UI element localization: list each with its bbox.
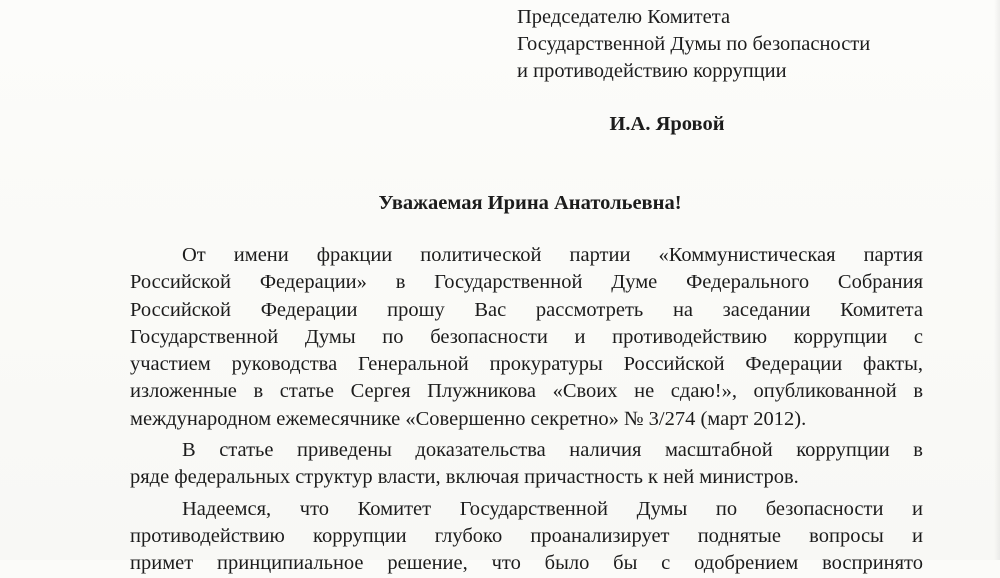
paragraph (130, 242, 923, 433)
recipient-name: И.А. Яровой (609, 113, 725, 135)
text-line: примет принципиальное решение, что было бы с одобрением воспринято (130, 552, 923, 575)
text-line: От имени фракции политической партии «Коммунистическая партия (182, 244, 923, 266)
text-line: ряде федеральных структур власти, включая причастность к ней министров. (130, 466, 799, 489)
text-line: В статье приведены доказательства наличия масштабной коррупции в (182, 439, 923, 462)
addressee-line: Председателю Комитета (517, 6, 731, 28)
addressee-block (517, 4, 957, 85)
text-line: Государственной Думы по безопасности и противодействию коррупции с (130, 325, 923, 348)
text-line: Российской Федерации прошу Вас рассмотреть на заседании Комитета (130, 298, 923, 321)
paragraph (130, 437, 923, 492)
text-line: международном ежемесячнике «Совершенно секретно» № 3/274 (март 2012). (130, 407, 807, 430)
scan-edge-shadow (994, 0, 1000, 560)
text-line: изложенные в статье Сергея Плужникова «Своих не сдаю!», опубликованной в (130, 380, 923, 403)
salutation: Уважаемая Ирина Анатольевна! (378, 192, 682, 214)
addressee-line: Государственной Думы по безопасности (517, 33, 871, 55)
paragraph (130, 496, 923, 578)
letter-body (130, 242, 923, 578)
text-line: противодействию коррупции глубоко проанализирует поднятые вопросы и (130, 524, 923, 547)
text-line: Российской Федерации» в Государственной Думе Федерального Собрания (130, 271, 923, 294)
text-line: участием руководства Генеральной прокуратуры Российской Федерации факты, (130, 353, 923, 376)
addressee-line: и противодействию коррупции (517, 60, 787, 82)
text-line: Надеемся, что Комитет Государственной Думы по безопасности и (182, 497, 923, 520)
